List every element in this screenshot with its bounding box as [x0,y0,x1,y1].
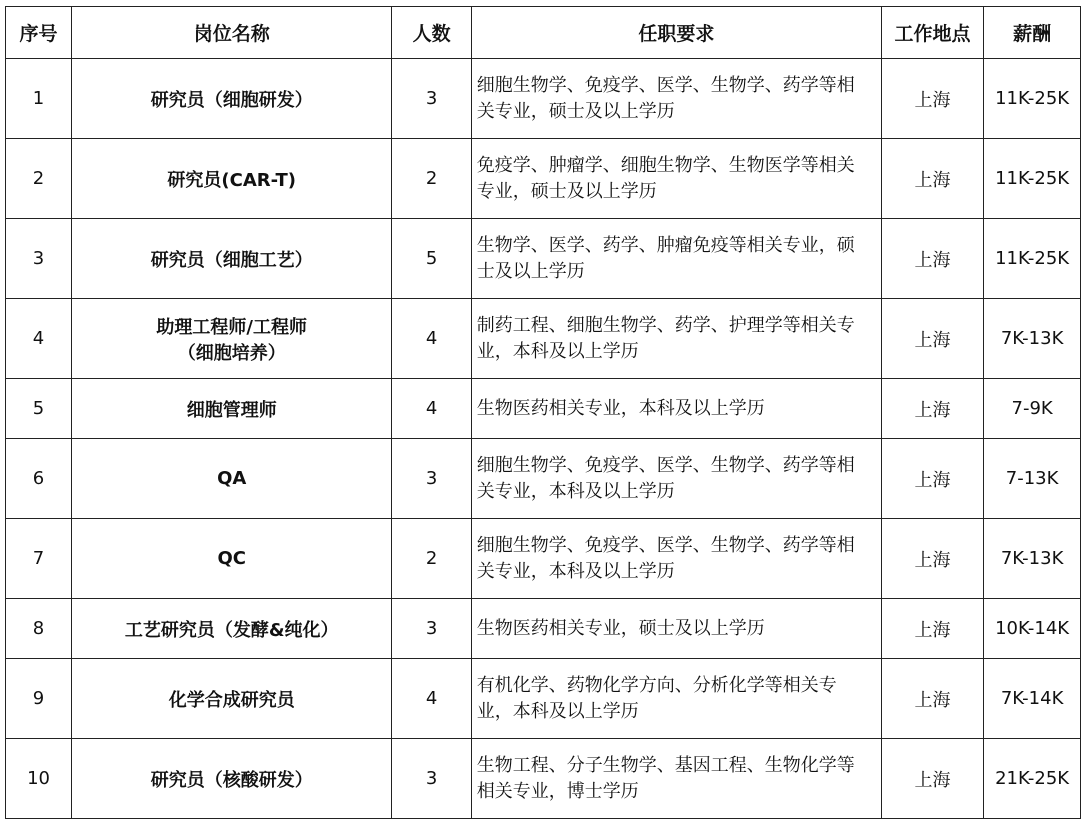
cell-count: 5 [392,219,471,299]
table-body [6,59,1081,819]
cell-location: 上海 [881,599,983,659]
cell-requirements [471,139,881,219]
cell-count: 4 [392,379,471,439]
table-row [6,599,1081,659]
cell-title-line: QA [217,468,247,489]
cell-no: 1 [6,59,72,139]
cell-no: 9 [6,659,72,739]
cell-location: 上海 [881,519,983,599]
cell-title [72,519,392,599]
cell-requirements-line: 制药工程、细胞生物学、药学、护理学等相关专 [476,314,855,336]
cell-no: 4 [6,299,72,379]
cell-title [72,59,392,139]
cell-requirements [471,379,881,439]
cell-location: 上海 [881,659,983,739]
cell-salary: 7-9K [984,379,1081,439]
cell-location: 上海 [881,219,983,299]
table-row [6,519,1081,599]
cell-requirements-line: 专业，硕士及以上学历 [476,180,657,202]
cell-title-line: 化学合成研究员 [168,689,295,711]
cell-requirements [471,59,881,139]
cell-no: 6 [6,439,72,519]
cell-salary: 7K-14K [984,659,1081,739]
cell-title-line: （细胞培养） [177,342,286,364]
header-location: 工作地点 [881,7,983,59]
cell-location: 上海 [881,59,983,139]
table-row [6,379,1081,439]
cell-title [72,739,392,819]
cell-requirements-line: 业，本科及以上学历 [476,700,639,722]
cell-salary: 11K-25K [984,59,1081,139]
cell-requirements-line: 相关专业，博士学历 [476,780,639,802]
cell-requirements-line: 生物医药相关专业，本科及以上学历 [476,397,765,419]
cell-requirements-line: 有机化学、药物化学方向、分析化学等相关专 [476,674,837,696]
cell-requirements-line: 业，本科及以上学历 [476,340,639,362]
cell-requirements [471,299,881,379]
cell-title [72,139,392,219]
header-salary: 薪酬 [984,7,1081,59]
cell-title-line: 研究员（核酸研发） [150,769,313,791]
cell-requirements [471,739,881,819]
table-row [6,299,1081,379]
header-count: 人数 [392,7,471,59]
cell-requirements-line: 生物医药相关专业，硕士及以上学历 [476,617,765,639]
cell-salary: 11K-25K [984,219,1081,299]
cell-requirements-line: 细胞生物学、免疫学、医学、生物学、药学等相 [476,454,855,476]
cell-requirements [471,519,881,599]
cell-salary: 10K-14K [984,599,1081,659]
table-row [6,59,1081,139]
cell-requirements-line: 关专业，本科及以上学历 [476,480,675,502]
cell-salary: 7K-13K [984,519,1081,599]
cell-requirements-line: 关专业，本科及以上学历 [476,560,675,582]
cell-location: 上海 [881,439,983,519]
cell-count: 2 [392,139,471,219]
cell-requirements [471,599,881,659]
cell-requirements-line: 士及以上学历 [476,260,585,282]
job-table [5,6,1081,819]
cell-title [72,659,392,739]
cell-location: 上海 [881,379,983,439]
cell-salary: 11K-25K [984,139,1081,219]
cell-count: 4 [392,659,471,739]
header-no: 序号 [6,7,72,59]
cell-location: 上海 [881,299,983,379]
cell-requirements-line: 细胞生物学、免疫学、医学、生物学、药学等相 [476,74,855,96]
cell-title-line: 助理工程师/工程师 [156,316,307,338]
cell-no: 5 [6,379,72,439]
cell-title-line: 研究员(CAR-T) [167,169,296,191]
table-row [6,139,1081,219]
cell-title [72,299,392,379]
cell-title [72,599,392,659]
cell-count: 3 [392,439,471,519]
cell-count: 2 [392,519,471,599]
header-requirements: 任职要求 [471,7,881,59]
header-row [6,7,1081,59]
header-title: 岗位名称 [72,7,392,59]
cell-requirements-line: 免疫学、肿瘤学、细胞生物学、生物医学等相关 [476,154,855,176]
cell-no: 3 [6,219,72,299]
cell-title-line: 研究员（细胞研发） [150,89,313,111]
cell-title-line: QC [217,548,246,569]
cell-requirements-line: 关专业，硕士及以上学历 [476,100,675,122]
cell-count: 4 [392,299,471,379]
cell-salary: 7K-13K [984,299,1081,379]
cell-requirements-line: 生物工程、分子生物学、基因工程、生物化学等 [476,754,855,776]
cell-count: 3 [392,59,471,139]
cell-requirements-line: 生物学、医学、药学、肿瘤免疫等相关专业，硕 [476,234,855,256]
cell-requirements [471,659,881,739]
cell-count: 3 [392,739,471,819]
cell-title [72,379,392,439]
table-row [6,739,1081,819]
cell-salary: 7-13K [984,439,1081,519]
cell-location: 上海 [881,139,983,219]
cell-location: 上海 [881,739,983,819]
cell-count: 3 [392,599,471,659]
table-row [6,659,1081,739]
cell-title [72,219,392,299]
cell-title-line: 研究员（细胞工艺） [150,249,313,271]
cell-requirements [471,219,881,299]
cell-requirements-line: 细胞生物学、免疫学、医学、生物学、药学等相 [476,534,855,556]
table-row [6,219,1081,299]
cell-requirements [471,439,881,519]
cell-no: 8 [6,599,72,659]
cell-title-line: 工艺研究员（发酵&纯化） [124,619,339,641]
cell-no: 7 [6,519,72,599]
cell-salary: 21K-25K [984,739,1081,819]
cell-title [72,439,392,519]
cell-title-line: 细胞管理师 [186,399,277,421]
cell-no: 10 [6,739,72,819]
cell-no: 2 [6,139,72,219]
table-row [6,439,1081,519]
